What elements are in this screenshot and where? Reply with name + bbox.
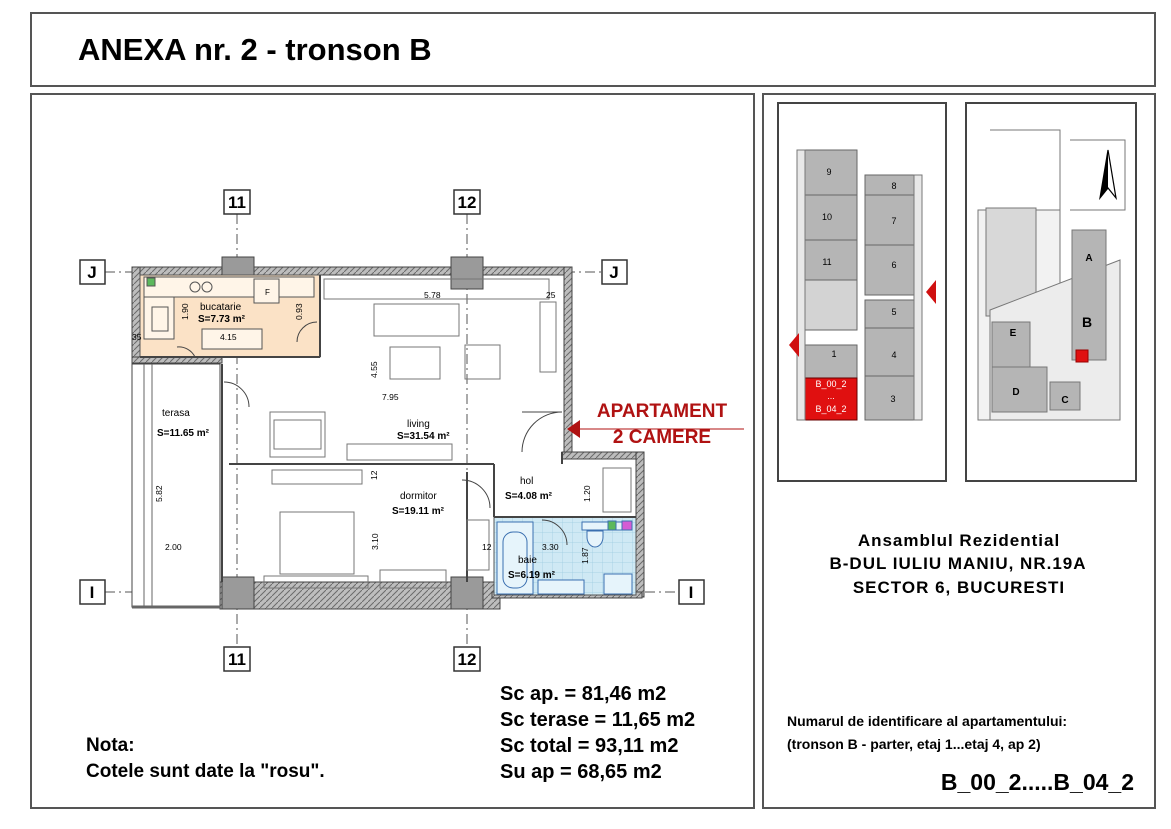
apartment-label-line2: 2 CAMERE [612, 427, 712, 448]
project-line3: SECTOR 6, BUCURESTI [852, 578, 1066, 597]
key-plan [764, 95, 1154, 495]
dim-3-10: 3.10 [370, 533, 380, 550]
dim-0-93: 0.93 [294, 303, 304, 320]
apartment-label [582, 401, 742, 449]
room-name-dormitor: dormitor [400, 491, 437, 502]
site-block-a: A [1085, 253, 1093, 264]
room-name-baie: baie [518, 555, 537, 566]
dim-25: 25 [546, 290, 556, 300]
keyplan-unit-10: 10 [821, 212, 833, 222]
sc-terase: Sc terase = 11,65 m2 [500, 709, 696, 731]
room-area-terasa: S=11.65 m² [157, 428, 209, 439]
info-panel [762, 93, 1156, 809]
keyplan-unit-4: 4 [891, 350, 897, 360]
keyplan-unit-5: 5 [891, 307, 897, 317]
room-area-living: S=31.54 m² [397, 431, 450, 442]
page-title: ANEXA nr. 2 - tronson B [78, 32, 432, 67]
keyplan-highlight-line1: B_00_2 [815, 379, 847, 389]
keyplan-unit-11: 11 [822, 257, 832, 267]
dim-2-00: 2.00 [165, 542, 182, 552]
keyplan-unit-1: 1 [831, 349, 837, 359]
keyplan-unit-8: 8 [891, 181, 897, 191]
terrace-floor [132, 364, 220, 607]
keyplan-unit-7: 7 [891, 216, 897, 226]
axis-11-bottom-label: 11 [228, 650, 246, 669]
site-block-b: B [1081, 314, 1093, 330]
room-area-baie: S=6.19 m² [508, 570, 555, 581]
axis-i-right-label: I [688, 583, 694, 602]
room-area-dormitor: S=19.11 m² [392, 506, 444, 517]
room-area-bucatarie: S=7.73 m² [198, 314, 245, 325]
room-name-living: living [407, 419, 430, 430]
dim-5-82: 5.82 [154, 485, 164, 502]
room-name-terasa: terasa [162, 408, 190, 419]
axis-12-bottom-label: 12 [457, 650, 477, 669]
keyplan-unit-9: 9 [826, 167, 832, 177]
dim-12-b: 12 [482, 542, 492, 552]
identification-line1: Numarul de identificare al apartamentului: [787, 713, 1068, 729]
project-line2: B-DUL IULIU MANIU, NR.19A [829, 554, 1087, 573]
dim-35: 35 [132, 332, 142, 342]
site-block-c: C [1061, 395, 1069, 406]
axis-11-top-label: 11 [228, 193, 246, 212]
note-text: Cotele sunt date la "rosu". [86, 761, 325, 782]
dim-3-30: 3.30 [542, 542, 559, 552]
axis-12-top-label: 12 [457, 193, 477, 212]
room-name-hol: hol [520, 476, 534, 487]
dim-4-15: 4.15 [220, 332, 237, 342]
site-block-d: D [1012, 387, 1020, 398]
dim-1-20: 1.20 [582, 485, 592, 502]
axis-i-left-label: I [89, 583, 95, 602]
project-line1: Ansamblul Rezidential [857, 531, 1061, 550]
axis-j-left-label: J [87, 263, 97, 282]
keyplan-unit-3: 3 [890, 394, 896, 404]
dim-4-55: 4.55 [369, 361, 379, 378]
fridge-label: F [265, 288, 270, 297]
sc-total: Sc total = 93,11 m2 [500, 735, 679, 757]
dim-1-90: 1.90 [180, 303, 190, 320]
dim-7-95: 7.95 [382, 392, 399, 402]
identification-code: B_00_2.....B_04_2 [940, 769, 1134, 795]
room-name-bucatarie: bucatarie [200, 302, 242, 313]
room-area-hol: S=4.08 m² [505, 491, 552, 502]
keyplan-unit-6: 6 [891, 260, 897, 270]
dim-1-87: 1.87 [580, 547, 590, 564]
keyplan-highlight-line3: B_04_2 [815, 404, 847, 414]
identification-line2: (tronson B - parter, etaj 1...etaj 4, ap 2) [787, 736, 1041, 752]
floor-plan-panel [30, 93, 755, 809]
site-block-e: E [1009, 328, 1017, 339]
sc-ap: Sc ap. = 81,46 m2 [500, 683, 667, 705]
dim-5-78: 5.78 [424, 290, 441, 300]
dim-12-a: 12 [369, 470, 379, 480]
title-box [30, 12, 1156, 87]
su-ap: Su ap = 68,65 m2 [500, 761, 662, 783]
apartment-label-line1: APARTAMENT [596, 401, 728, 422]
axis-j-right-label: J [609, 263, 619, 282]
note-title: Nota: [86, 735, 135, 756]
keyplan-highlight-line2: ... [827, 391, 835, 401]
